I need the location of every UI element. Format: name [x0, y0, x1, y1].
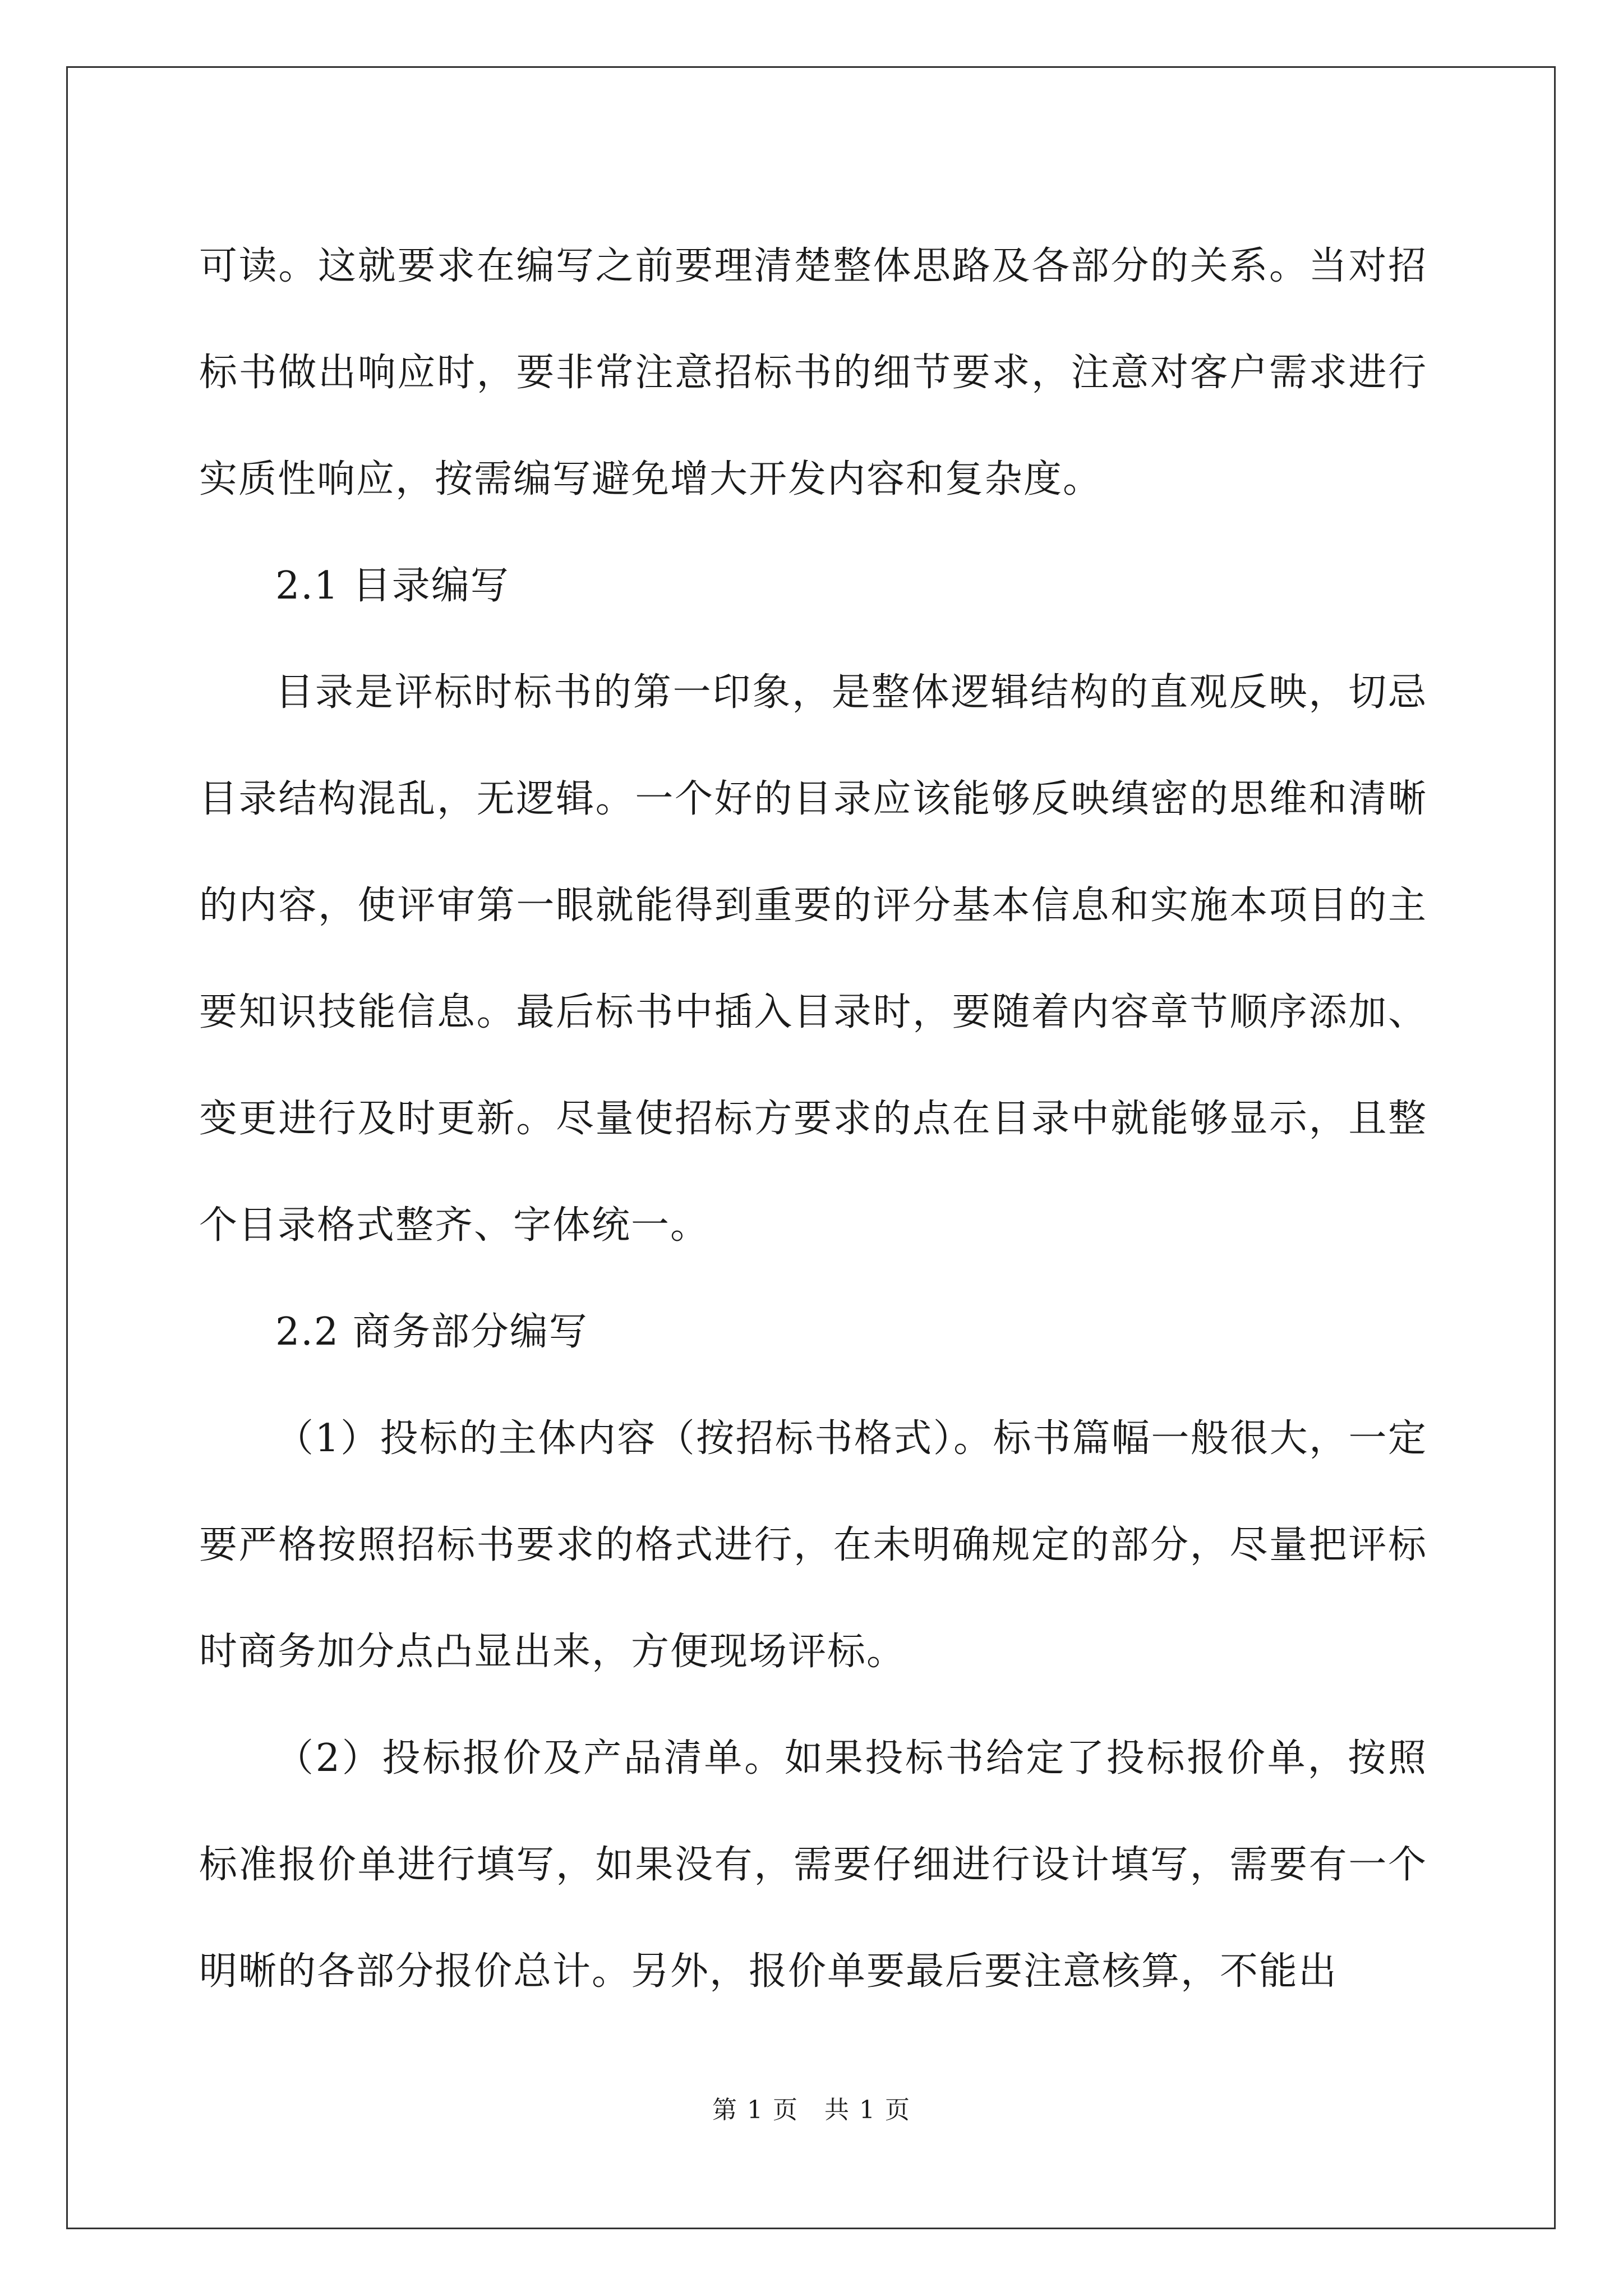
paragraph-business-2: （2）投标报价及产品清单。如果投标书给定了投标报价单，按照标准报价单进行填写，如果没有，需要仔细进行设计填写，需要有一个明晰的各部分报价总计。另外，报价单要最后要注意核算，不能出 — [199, 1736, 1427, 1994]
section-heading-2-1: 2.1 目录编写 — [275, 564, 510, 608]
paragraph-toc: 目录是评标时标书的第一印象，是整体逻辑结构的直观反映，切忌目录结构混乱，无逻辑。一个好的目录应该能够反映缜密的思维和清晰的内容，使评审第一眼就能得到重要的评分基本信息和实施本项目的主要知识技能信息。最后标书中插入目录时，要随着内容章节顺序添加、变更进行及时更新。尽量使招标方要求的点在目录中就能够显示，且整个目录格式整齐、字体统一。 — [199, 670, 1427, 1248]
paragraph-business-1: （1）投标的主体内容（按招标书格式）。标书篇幅一般很大，一定要严格按照招标书要求的格式进行，在未明确规定的部分，尽量把评标时商务加分点凸显出来，方便现场评标。 — [199, 1416, 1427, 1674]
section-heading-2-2: 2.2 商务部分编写 — [275, 1310, 588, 1354]
paragraph-intro: 可读。这就要求在编写之前要理清楚整体思路及各部分的关系。当对招标书做出响应时，要非常注意招标书的细节要求，注意对客户需求进行实质性响应，按需编写避免增大开发内容和复杂度。 — [199, 244, 1427, 501]
document-body — [199, 213, 1427, 2025]
page-footer: 第 1 页 共 1 页 — [712, 2096, 911, 2124]
